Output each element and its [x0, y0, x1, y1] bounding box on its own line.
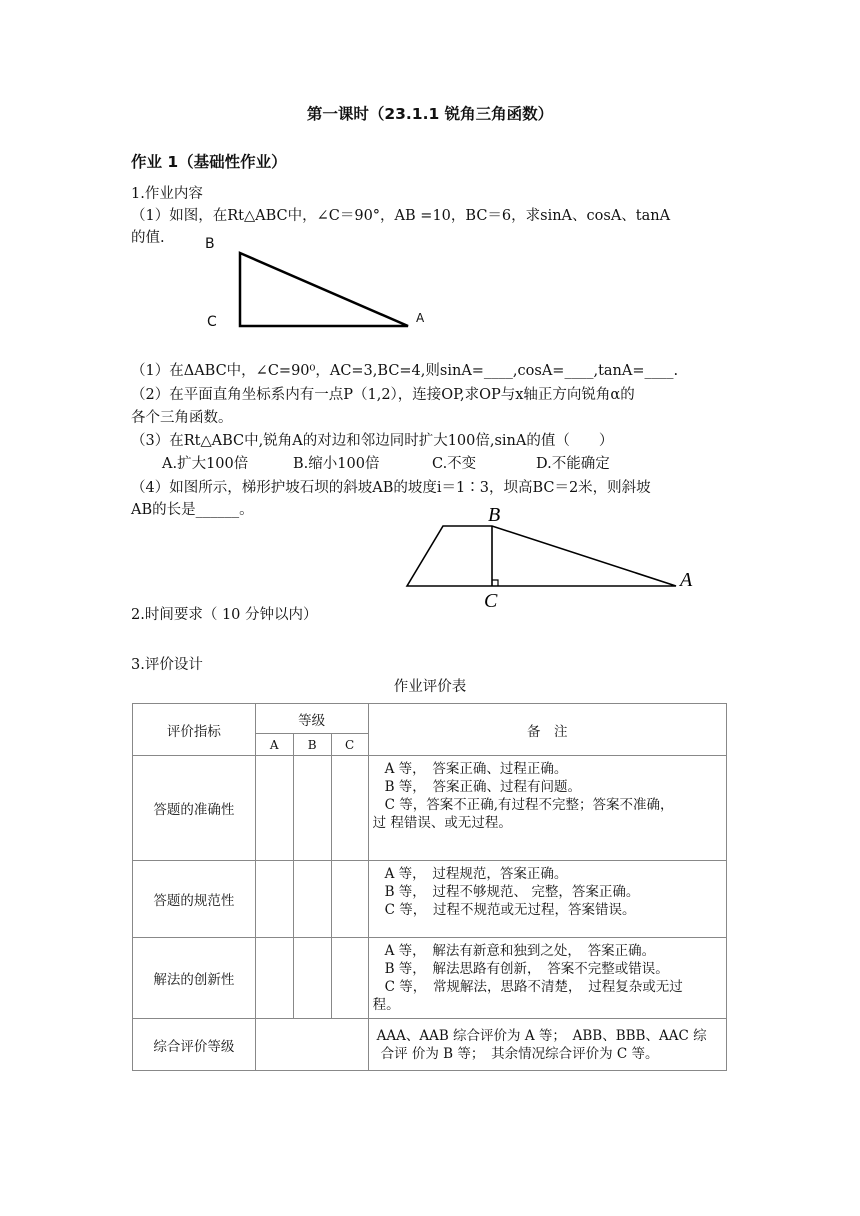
summary-grade-cell	[255, 1019, 368, 1071]
right-angle-mark	[492, 580, 498, 586]
figure2-label-b: B	[488, 504, 501, 526]
item2-time-requirement: 2.时间要求（ 10 分钟以内）	[131, 607, 318, 623]
page-title: 第一课时（23.1.1 锐角三角函数）	[306, 105, 554, 123]
right-triangle-figure	[230, 245, 420, 335]
question3-option-d: D.不能确定	[536, 456, 610, 472]
figure2-label-a: A	[680, 569, 693, 591]
question0-line1: （1）如图，在Rt△ABC中，∠C＝90°，AB =10，BC＝6，求sinA、cosA、tanA	[131, 208, 671, 224]
note-line: A 等， 过程规范，答案正确。	[384, 866, 568, 882]
note-line: A 等， 答案正确、过程正确。	[384, 761, 568, 777]
note-accuracy	[368, 756, 726, 861]
grade-c-cell	[331, 756, 368, 861]
grade-c-cell	[331, 861, 368, 938]
question0-line2: 的值.	[131, 230, 165, 246]
indicator-accuracy: 答题的准确性	[133, 756, 256, 861]
figure1-label-c: C	[207, 314, 217, 330]
grade-b-cell	[293, 938, 331, 1019]
note-line: A 等， 解法有新意和独到之处， 答案正确。	[384, 943, 656, 959]
header-note: 备 注	[368, 704, 726, 756]
grade-a-cell	[255, 756, 293, 861]
note-line: 合评 价为 B 等； 其余情况综合评价为 C 等。	[380, 1045, 659, 1062]
grade-a-cell	[255, 861, 293, 938]
summary-label: 综合评价等级	[133, 1019, 256, 1071]
question4-line2: AB的长是______。	[131, 502, 254, 518]
table-header-row	[133, 704, 727, 734]
note-line: C 等， 常规解法，思路不清楚， 过程复杂或无过	[384, 979, 683, 995]
figure1-label-a: A	[416, 311, 425, 325]
note-line: C 等， 过程不规范或无过程，答案错误。	[384, 902, 636, 918]
grade-b-header: B	[293, 734, 331, 756]
table-summary-row	[133, 1019, 727, 1071]
trapezoid-shape	[407, 526, 676, 586]
note-line: B 等， 过程不够规范、 完整，答案正确。	[384, 884, 640, 900]
section-heading: 作业 1（基础性作业）	[131, 153, 287, 171]
note-line: B 等， 解法思路有创新， 答案不完整或错误。	[384, 961, 669, 977]
trapezoid-dam-figure	[400, 500, 710, 615]
summary-note	[368, 1019, 726, 1071]
item3-evaluation-design: 3.评价设计	[131, 657, 203, 673]
table-row	[133, 938, 727, 1019]
triangle-abc	[240, 253, 408, 326]
indicator-innovation: 解法的创新性	[133, 938, 256, 1019]
grade-b-cell	[293, 861, 331, 938]
question4-line1: （4）如图所示，梯形护坡石坝的斜坡AB的坡度i＝1∶3，坝高BC＝2米，则斜坡	[131, 480, 651, 496]
grade-a-cell	[255, 938, 293, 1019]
grade-a-header: A	[255, 734, 293, 756]
figure2-label-c: C	[484, 590, 498, 612]
figure1-label-b: B	[205, 236, 215, 252]
grade-c-header: C	[331, 734, 368, 756]
evaluation-table	[132, 703, 727, 1071]
note-innovation	[368, 938, 726, 1019]
question1: （1）在ΔABC中，∠C=90⁰，AC=3,BC=4,则sinA=____,cosA=____,tanA=____.	[131, 363, 679, 379]
question3-option-c: C.不变	[432, 456, 477, 472]
grade-c-cell	[331, 938, 368, 1019]
header-grade: 等级	[255, 704, 368, 734]
header-indicator: 评价指标	[133, 704, 256, 756]
question3-option-a: A.扩大100倍	[162, 456, 249, 472]
indicator-standardization: 答题的规范性	[133, 861, 256, 938]
note-standardization	[368, 861, 726, 938]
question3: （3）在Rt△ABC中,锐角A的对边和邻边同时扩大100倍,sinA的值（ ）	[131, 433, 614, 449]
note-line: 过 程错误、或无过程。	[372, 815, 512, 831]
grade-b-cell	[293, 756, 331, 861]
table-row	[133, 756, 727, 861]
table-row	[133, 861, 727, 938]
note-line: C 等，答案不正确,有过程不完整；答案不准确，	[384, 797, 674, 813]
item1-heading: 1.作业内容	[131, 186, 203, 202]
table-caption: 作业评价表	[393, 679, 467, 695]
question3-option-b: B.缩小100倍	[293, 456, 380, 472]
note-line: B 等， 答案正确、过程有问题。	[384, 779, 582, 795]
question2-line2: 各个三角函数。	[131, 410, 233, 426]
note-line: 程。	[372, 997, 400, 1013]
question2-line1: （2）在平面直角坐标系内有一点P（1,2），连接OP,求OP与x轴正方向锐角α的	[131, 387, 635, 403]
note-line: AAA、AAB 综合评价为 A 等； ABB、BBB、AAC 综	[376, 1027, 707, 1044]
